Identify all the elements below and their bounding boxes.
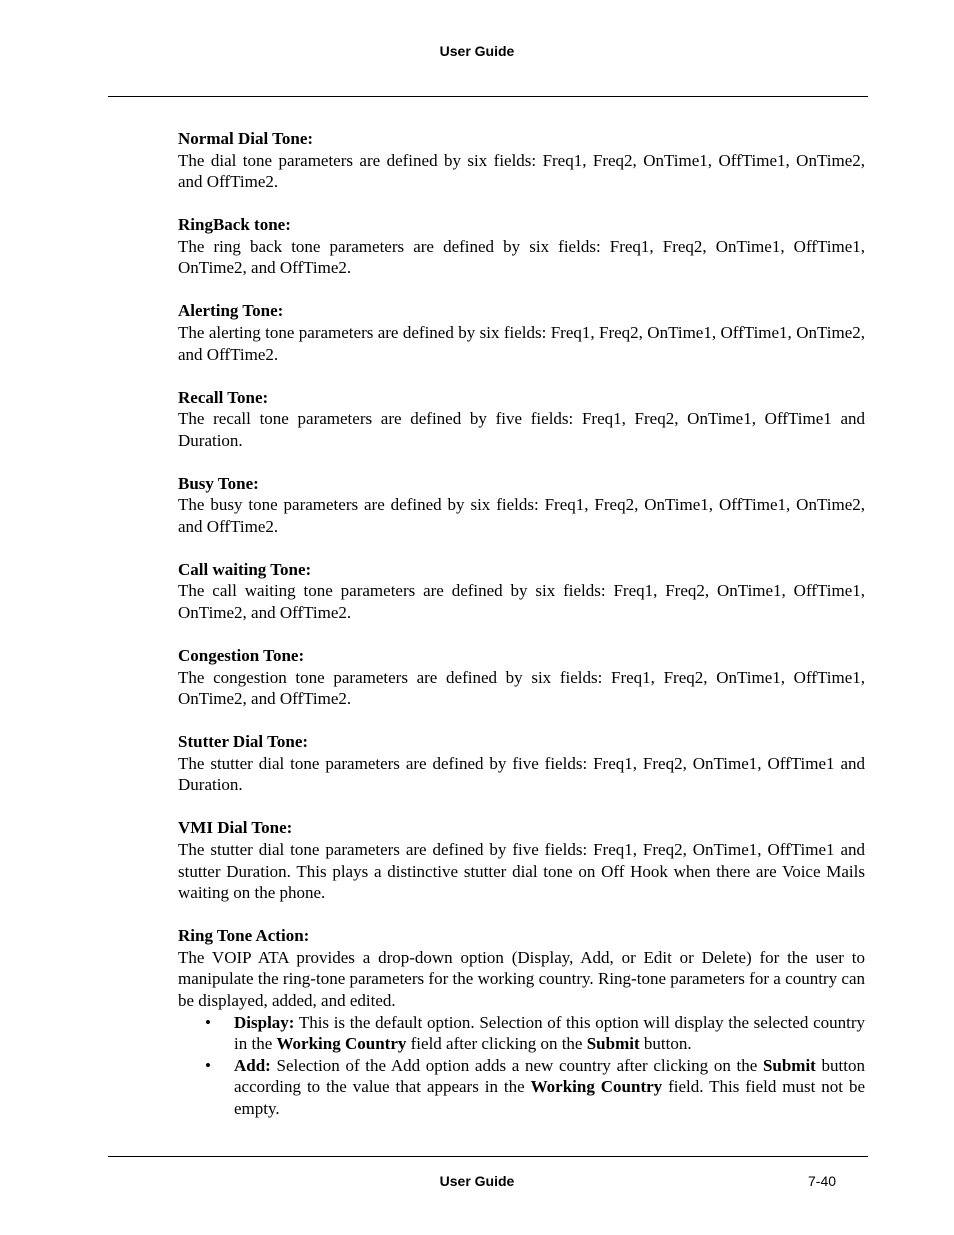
section-heading: Call waiting Tone: [178, 559, 312, 579]
section-body: The stutter dial tone parameters are defined by five fields: Freq1, Freq2, OnTime1, OffTime1 and stutter Duration. This plays a distinctive stutter dial tone on Off Hook when there are Voice Mails waiting on the phone. [178, 839, 865, 903]
bullet-icon: • [205, 1055, 211, 1075]
page-header-title: User Guide [439, 43, 515, 59]
section-busy-tone [178, 473, 865, 538]
section-heading: Normal Dial Tone: [178, 129, 314, 148]
section-heading: Congestion Tone: [178, 646, 305, 666]
section-stutter-dial-tone [178, 731, 865, 796]
section-heading: Recall Tone: [178, 387, 269, 407]
section-heading: VMI Dial Tone: [178, 818, 293, 838]
option-text: button. [639, 1034, 692, 1054]
section-body: The VOIP ATA provides a drop-down option (Display, Add, or Edit or Delete) for the user to manipulate the ring-tone parameters for the working country. Ring-tone parameters for a country can be displayed, added, and edited. [178, 947, 865, 1010]
section-body: The congestion tone parameters are defined by six fields: Freq1, Freq2, OnTime1, OffTime1, OnTime2, and OffTime2. [178, 667, 865, 709]
list-item-add [205, 1055, 865, 1120]
option-text: Selection of the Add option adds a new country after clicking on the [270, 1055, 763, 1075]
option-text: This is the default option. Selection of this option will display the selected country in the [234, 1012, 865, 1054]
section-body: The recall tone parameters are defined by five fields: Freq1, Freq2, OnTime1, OffTime1 and Duration. [178, 409, 865, 450]
option-text: field after clicking on the [406, 1034, 587, 1054]
emphasis: Submit [586, 1034, 640, 1054]
section-body: The call waiting tone parameters are defined by six fields: Freq1, Freq2, OnTime1, OffTime1, OnTime2, and OffTime2. [178, 581, 865, 623]
section-ring-tone-action [178, 925, 865, 1119]
section-heading: Stutter Dial Tone: [178, 732, 309, 752]
section-body: The alerting tone parameters are defined by six fields: Freq1, Freq2, OnTime1, OffTime1, OnTime2, and OffTime2. [178, 322, 865, 364]
section-heading: Ring Tone Action: [178, 926, 310, 946]
section-body: The busy tone parameters are defined by six fields: Freq1, Freq2, OnTime1, OffTime1, OnTime2, and OffTime2. [178, 495, 865, 536]
list-item-display [205, 1012, 865, 1055]
emphasis: Working Country [276, 1034, 407, 1054]
emphasis: Submit [762, 1055, 816, 1075]
emphasis: Working Country [530, 1077, 663, 1097]
section-normal-dial-tone [178, 128, 865, 193]
option-text: field. This field must not be empty. [234, 1077, 865, 1118]
section-recall-tone [178, 387, 865, 452]
section-call-waiting-tone [178, 559, 865, 624]
page-footer-title: User Guide [439, 1173, 515, 1189]
section-alerting-tone [178, 300, 865, 365]
section-heading: RingBack tone: [178, 215, 291, 235]
option-text: button according to the value that appears in the [234, 1055, 865, 1097]
section-congestion-tone [178, 645, 865, 710]
section-vmi-dial-tone [178, 817, 865, 903]
section-heading: Alerting Tone: [178, 301, 284, 321]
section-body: The ring back tone parameters are defined by six fields: Freq1, Freq2, OnTime1, OffTime1, OnTime2, and OffTime2. [178, 236, 865, 278]
footer-rule [108, 1156, 868, 1157]
header-rule [108, 96, 868, 97]
section-heading: Busy Tone: [178, 473, 259, 493]
section-ringback-tone [178, 214, 865, 279]
document-body [178, 128, 865, 1141]
section-body: The stutter dial tone parameters are defined by five fields: Freq1, Freq2, OnTime1, OffTime1 and Duration. [178, 753, 865, 795]
page-number: 7-40 [808, 1173, 837, 1189]
option-term: Display: [234, 1012, 295, 1032]
section-body: The dial tone parameters are defined by six fields: Freq1, Freq2, OnTime1, OffTime1, OnTime2, and OffTime2. [178, 150, 865, 192]
option-term: Add: [234, 1055, 271, 1075]
bullet-icon: • [205, 1012, 211, 1032]
option-list [178, 1012, 865, 1120]
